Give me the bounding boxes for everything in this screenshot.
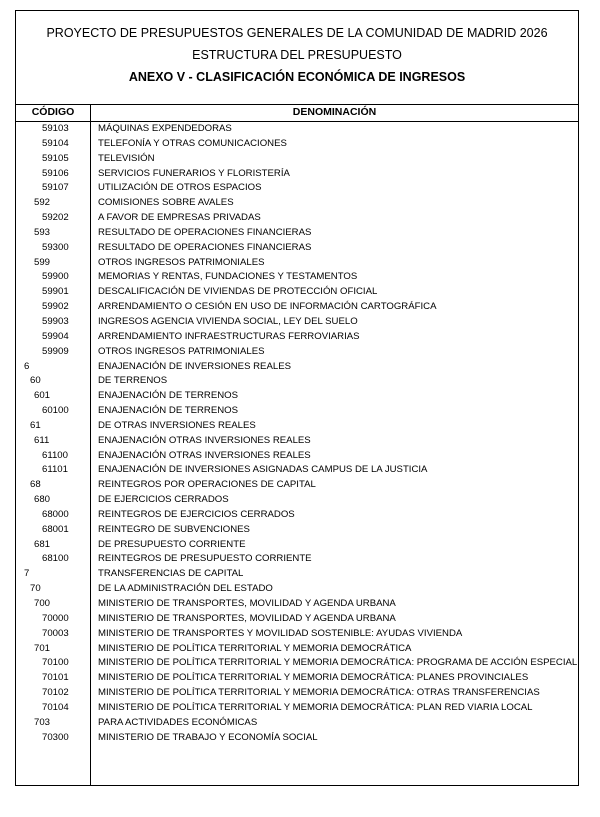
row-name: MINISTERIO DE TRABAJO Y ECONOMÍA SOCIAL — [98, 731, 318, 743]
row-name: DE LA ADMINISTRACIÓN DEL ESTADO — [98, 583, 273, 595]
row-code: 61100 — [42, 449, 68, 461]
row-code: 59105 — [42, 152, 69, 164]
table-row — [16, 567, 578, 582]
table-row — [16, 701, 578, 716]
table-row — [16, 552, 578, 567]
row-code: 59107 — [42, 182, 69, 194]
row-name: OTROS INGRESOS PATRIMONIALES — [98, 256, 265, 268]
document-title: PROYECTO DE PRESUPUESTOS GENERALES DE LA COMUNIDAD DE MADRID 2026 — [46, 26, 548, 40]
table-row — [16, 478, 578, 493]
table-row — [16, 285, 578, 300]
row-name: DE TERRENOS — [98, 375, 168, 387]
table-row — [16, 181, 578, 196]
row-name: PARA ACTIVIDADES ECONÓMICAS — [98, 716, 258, 728]
table-row — [16, 137, 578, 152]
table-row — [16, 627, 578, 642]
row-name: TELEVISIÓN — [98, 152, 155, 164]
table-row — [16, 656, 578, 671]
row-code: 681 — [34, 538, 51, 550]
row-code: 59202 — [42, 212, 69, 224]
row-name: TRANSFERENCIAS DE CAPITAL — [98, 568, 244, 580]
row-name: MINISTERIO DE POLÍTICA TERRITORIAL Y MEMORIA DEMOCRÁTICA: PROGRAMA DE ACCIÓN ESPECIAL — [98, 657, 578, 669]
row-name: DE OTRAS INVERSIONES REALES — [98, 419, 256, 431]
row-name: TELEFONÍA Y OTRAS COMUNICACIONES — [98, 137, 287, 149]
row-code: 59104 — [42, 137, 69, 149]
table-row — [16, 538, 578, 553]
row-code: 70102 — [42, 687, 69, 699]
table-row — [16, 434, 578, 449]
row-name: ENAJENACIÓN DE INVERSIONES ASIGNADAS CAMPUS DE LA JUSTICIA — [98, 464, 428, 476]
row-code: 70000 — [42, 612, 69, 624]
table-row — [16, 642, 578, 657]
table-row — [16, 523, 578, 538]
table-row — [16, 374, 578, 389]
row-code: 701 — [34, 642, 51, 654]
row-code: 6 — [24, 360, 30, 372]
row-name: ARRENDAMIENTO O CESIÓN EN USO DE INFORMACIÓN CARTOGRÁFICA — [98, 301, 437, 313]
table-row — [16, 315, 578, 330]
table-row — [16, 256, 578, 271]
table-row — [16, 716, 578, 731]
row-code: 70101 — [42, 672, 69, 684]
table-row — [16, 419, 578, 434]
column-header-code: CÓDIGO — [31, 106, 75, 118]
row-code: 59902 — [42, 301, 69, 313]
row-code: 68 — [30, 479, 41, 491]
table-row — [16, 671, 578, 686]
row-code: 599 — [34, 256, 51, 268]
table-row — [16, 345, 578, 360]
row-name: COMISIONES SOBRE AVALES — [98, 197, 234, 209]
annex-title: ANEXO V - CLASIFICACIÓN ECONÓMICA DE INGRESOS — [128, 70, 466, 84]
row-code: 60100 — [42, 405, 69, 417]
row-name: DE EJERCICIOS CERRADOS — [98, 494, 229, 506]
row-name: MINISTERIO DE TRANSPORTES, MOVILIDAD Y AGENDA URBANA — [98, 612, 396, 624]
table-row — [16, 686, 578, 701]
row-code: 70100 — [42, 657, 69, 669]
table-row — [16, 508, 578, 523]
row-name: A FAVOR DE EMPRESAS PRIVADAS — [98, 212, 261, 224]
document-header — [16, 11, 578, 103]
row-name: MINISTERIO DE TRANSPORTES, MOVILIDAD Y AGENDA URBANA — [98, 598, 396, 609]
table-body — [16, 122, 578, 745]
row-code: 59909 — [42, 345, 69, 357]
row-code: 7 — [24, 568, 30, 580]
row-name: INGRESOS AGENCIA VIVIENDA SOCIAL, LEY DEL SUELO — [98, 315, 358, 327]
row-name: REINTEGRO DE SUBVENCIONES — [98, 523, 250, 535]
table-row — [16, 226, 578, 241]
row-code: 70300 — [42, 731, 69, 743]
row-code: 61101 — [42, 464, 68, 476]
row-code: 59901 — [42, 286, 69, 298]
row-code: 593 — [34, 226, 51, 238]
row-code: 601 — [34, 390, 51, 402]
table-header — [16, 104, 578, 122]
table-row — [16, 167, 578, 182]
row-code: 59106 — [42, 167, 69, 179]
table-row — [16, 300, 578, 315]
table-row — [16, 122, 578, 137]
row-name: MINISTERIO DE POLÍTICA TERRITORIAL Y MEMORIA DEMOCRÁTICA: PLAN RED VIARIA LOCAL — [98, 701, 533, 713]
table-row — [16, 731, 578, 746]
row-name: MINISTERIO DE POLÍTICA TERRITORIAL Y MEMORIA DEMOCRÁTICA: PLANES PROVINCIALES — [98, 672, 529, 684]
row-code: 59300 — [42, 241, 69, 253]
row-code: 60 — [30, 375, 41, 387]
table-row — [16, 449, 578, 464]
row-code: 611 — [34, 434, 50, 446]
row-code: 59900 — [42, 271, 69, 283]
row-code: 68001 — [42, 523, 69, 535]
row-code: 703 — [34, 716, 51, 728]
row-name: ENAJENACIÓN DE INVERSIONES REALES — [98, 360, 291, 372]
table-row — [16, 152, 578, 167]
row-name: MEMORIAS Y RENTAS, FUNDACIONES Y TESTAMENTOS — [98, 271, 358, 283]
row-code: 59103 — [42, 123, 69, 134]
row-code: 68000 — [42, 508, 69, 520]
table-row — [16, 582, 578, 597]
row-name: MÁQUINAS EXPENDEDORAS — [98, 123, 232, 134]
table-row — [16, 330, 578, 345]
table-row — [16, 463, 578, 478]
row-name: ENAJENACIÓN OTRAS INVERSIONES REALES — [98, 449, 311, 461]
row-code: 59903 — [42, 315, 69, 327]
row-name: ARRENDAMIENTO INFRAESTRUCTURAS FERROVIARIAS — [98, 330, 360, 342]
row-code: 592 — [34, 197, 51, 209]
column-header-name: DENOMINACIÓN — [292, 106, 377, 118]
document-subtitle: ESTRUCTURA DEL PRESUPUESTO — [192, 48, 402, 62]
row-name: MINISTERIO DE TRANSPORTES Y MOVILIDAD SOSTENIBLE: AYUDAS VIVIENDA — [98, 627, 463, 639]
row-name: ENAJENACIÓN DE TERRENOS — [98, 390, 239, 402]
table-row — [16, 270, 578, 285]
table-row — [16, 211, 578, 226]
row-code: 700 — [34, 598, 51, 609]
row-code: 70104 — [42, 701, 69, 713]
row-name: REINTEGROS POR OPERACIONES DE CAPITAL — [98, 479, 316, 491]
row-name: ENAJENACIÓN OTRAS INVERSIONES REALES — [98, 434, 311, 446]
row-name: REINTEGROS DE PRESUPUESTO CORRIENTE — [98, 553, 312, 565]
row-code: 59904 — [42, 330, 69, 342]
table-row — [16, 360, 578, 375]
row-name: ENAJENACIÓN DE TERRENOS — [98, 405, 239, 417]
row-name: DESCALIFICACIÓN DE VIVIENDAS DE PROTECCIÓN OFICIAL — [98, 286, 378, 298]
row-name: UTILIZACIÓN DE OTROS ESPACIOS — [98, 182, 262, 194]
row-code: 61 — [30, 419, 41, 431]
row-name: MINISTERIO DE POLÍTICA TERRITORIAL Y MEMORIA DEMOCRÁTICA: OTRAS TRANSFERENCIAS — [98, 687, 540, 699]
row-name: RESULTADO DE OPERACIONES FINANCIERAS — [98, 241, 312, 253]
row-name: SERVICIOS FUNERARIOS Y FLORISTERÍA — [98, 167, 290, 179]
table-row — [16, 612, 578, 627]
table-row — [16, 493, 578, 508]
table-row — [16, 404, 578, 419]
row-name: DE PRESUPUESTO CORRIENTE — [98, 538, 246, 550]
row-code: 70 — [30, 583, 41, 595]
row-code: 680 — [34, 494, 51, 506]
row-name: REINTEGROS DE EJERCICIOS CERRADOS — [98, 508, 295, 520]
table-row — [16, 597, 578, 612]
row-code: 70003 — [42, 627, 69, 639]
row-name: MINISTERIO DE POLÍTICA TERRITORIAL Y MEMORIA DEMOCRÁTICA — [98, 642, 412, 654]
row-name: OTROS INGRESOS PATRIMONIALES — [98, 345, 265, 357]
table-row — [16, 389, 578, 404]
table-row — [16, 196, 578, 211]
row-code: 68100 — [42, 553, 69, 565]
document-frame — [15, 10, 579, 786]
table-row — [16, 241, 578, 256]
row-name: RESULTADO DE OPERACIONES FINANCIERAS — [98, 226, 312, 238]
